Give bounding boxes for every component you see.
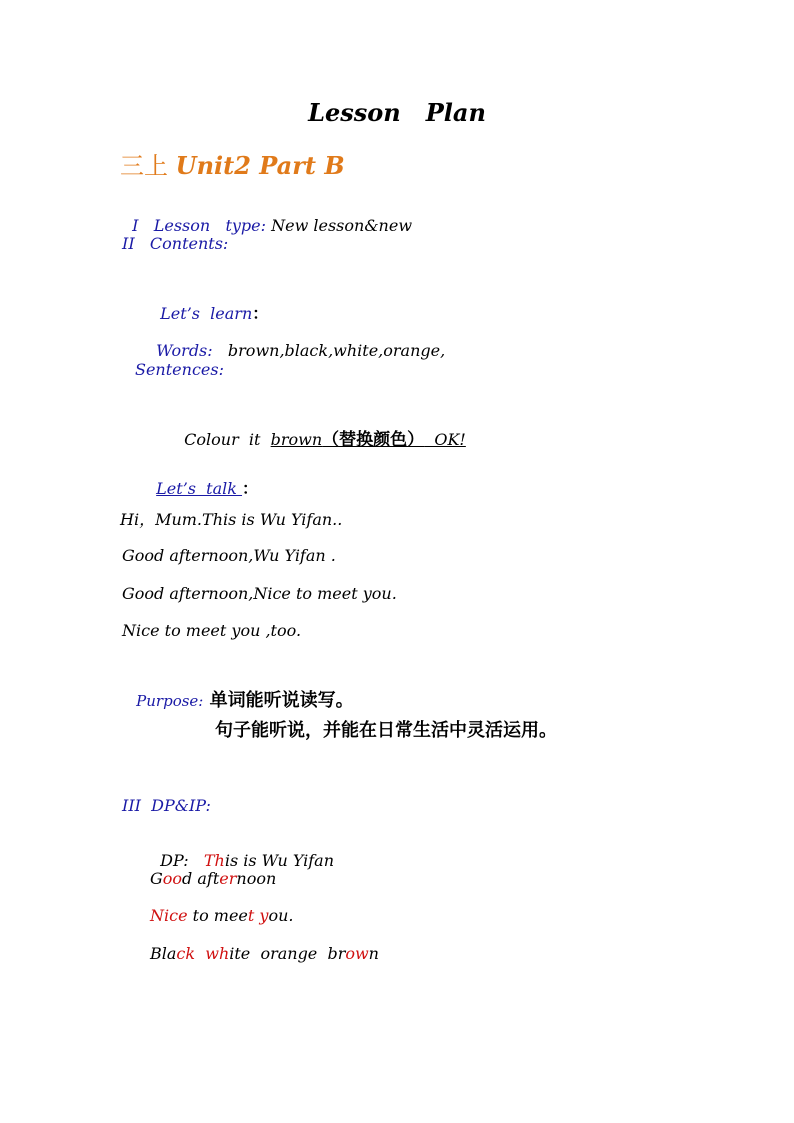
dp-label: DP: (160, 851, 204, 870)
plain-letters: is Wu Yifan (238, 851, 335, 870)
dialogue-line: Hi，Mum.This is Wu Yifan.. (120, 510, 343, 529)
dialogue-line: Good afternoon,Wu Yifan . (122, 546, 336, 565)
plain-letters: G (150, 869, 163, 888)
unit-heading-cn: 三上 (120, 152, 176, 180)
highlighted-letters: ck (176, 944, 196, 963)
plain-letters: ite orange br (229, 944, 346, 963)
lesson-type-value: New lesson&new (266, 216, 413, 235)
lets-learn (150, 282, 268, 324)
colour-sentence-word: brown (270, 430, 323, 449)
dp-line-4 (150, 944, 379, 963)
purpose-label: Purpose: (136, 692, 204, 710)
purpose-line1: 单词能听说读写。 (203, 690, 354, 711)
colour-sentence-cn: （替换颜色） (322, 430, 425, 450)
dialogue-line: Good afternoon,Nice to meet you. (122, 584, 397, 603)
purpose-line (126, 667, 354, 712)
plain-letters: d aft (182, 869, 220, 888)
dp-line-1-text (204, 851, 334, 870)
plain-letters: ou. (268, 906, 294, 925)
plain-letters: noon (236, 869, 277, 888)
plain-letters: is (224, 851, 239, 870)
words-value: brown,black,white,orange, (212, 341, 446, 360)
unit-heading-en: Unit2 Part B (175, 151, 345, 180)
colour-sentence-pre: Colour it (184, 430, 271, 449)
dp-line-2 (150, 869, 276, 888)
highlighted-letters: t y (247, 906, 269, 925)
words-line (146, 322, 445, 360)
purpose-line2: 句子能听说，并能在日常生活中灵活运用。 (215, 720, 557, 741)
dp-line-1 (150, 832, 334, 870)
highlighted-letters: ow (345, 944, 369, 963)
plain-letters: n (368, 944, 379, 963)
sentences-label: Sentences: (135, 360, 224, 379)
lesson-type-label: I Lesson type: (132, 216, 267, 235)
highlighted-letters: Th (203, 851, 225, 870)
page-title: Lesson Plan (308, 98, 486, 127)
colour-sentence (174, 406, 466, 450)
colour-sentence-post: OK! (424, 430, 466, 449)
dp-ip-label: III DP&IP: (122, 796, 211, 815)
words-label: Words: (156, 341, 213, 360)
plain-letters (195, 944, 205, 963)
plain-letters: to mee (187, 906, 248, 925)
lets-talk-label: Let’s talk (156, 479, 243, 498)
dialogue-line: Nice to meet you ,too. (122, 621, 302, 640)
unit-heading (120, 146, 345, 181)
lets-learn-colon: ： (252, 304, 269, 323)
lets-talk-colon: ： (242, 479, 259, 498)
lets-learn-label: Let’s learn (160, 304, 253, 323)
contents-label: II Contents: (122, 234, 229, 253)
highlighted-letters: er (219, 869, 237, 888)
highlighted-letters: wh (205, 944, 230, 963)
dp-line-3 (150, 906, 293, 925)
lesson-type (122, 197, 412, 235)
plain-letters: Bla (150, 944, 177, 963)
highlighted-letters: oo (162, 869, 183, 888)
highlighted-letters: Nice (150, 906, 188, 925)
lets-talk (146, 457, 258, 499)
